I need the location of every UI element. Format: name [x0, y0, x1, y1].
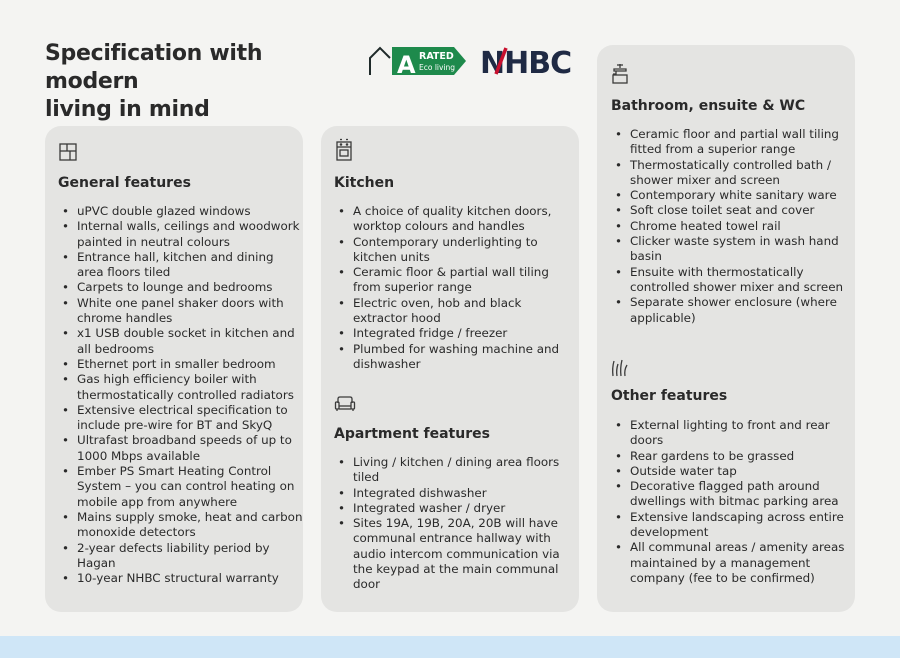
list-item: • 2-year defects liability period by Hagan — [77, 541, 303, 572]
list-item: • External lighting to front and rear doors — [630, 418, 856, 449]
grass-icon — [610, 358, 630, 378]
bathroom-list — [611, 127, 856, 326]
list-item: • Contemporary underlighting to kitchen units — [353, 235, 579, 266]
list-item: • Gas high efficiency boiler with thermostatically controlled radiators — [77, 372, 303, 403]
bottom-band — [0, 636, 900, 658]
list-item: • Internal walls, ceilings and woodwork painted in neutral colours — [77, 219, 303, 250]
nhbc-logo — [480, 44, 580, 78]
list-item: • Electric oven, hob and black extractor hood — [353, 296, 579, 327]
general-features-heading: General features — [58, 175, 191, 191]
other-features-list — [611, 418, 856, 586]
list-item: • Entrance hall, kitchen and dining area floors tiled — [77, 250, 303, 281]
page-title-line-1: Specification with modern — [45, 41, 263, 94]
list-item: • Outside water tap — [630, 464, 856, 479]
floor-plan-icon — [58, 142, 78, 162]
kitchen-heading: Kitchen — [334, 175, 395, 191]
list-item: • Ethernet port in smaller bedroom — [77, 357, 303, 372]
other-features-heading: Other features — [611, 388, 728, 404]
list-item: • A choice of quality kitchen doors, worktop colours and handles — [353, 204, 579, 235]
list-item: • Chrome heated towel rail — [630, 219, 856, 234]
list-item: • Sites 19A, 19B, 20A, 20B will have communal entrance hallway with audio intercom communication via the keypad at the main communal door — [353, 516, 579, 592]
bathroom-heading: Bathroom, ensuite & WC — [611, 98, 806, 114]
list-item: • uPVC double glazed windows — [77, 204, 303, 219]
list-item: • Integrated dishwasher — [353, 486, 579, 501]
tap-icon — [610, 63, 630, 83]
list-item: • Integrated fridge / freezer — [353, 326, 579, 341]
apartment-features-heading: Apartment features — [334, 426, 490, 442]
list-item: • Ceramic floor & partial wall tiling from superior range — [353, 265, 579, 296]
list-item: • x1 USB double socket in kitchen and all bedrooms — [77, 326, 303, 357]
list-item: • 10-year NHBC structural warranty — [77, 571, 303, 586]
a-rated-bottom-text: Eco living — [419, 63, 456, 72]
list-item: • Contemporary white sanitary ware — [630, 188, 856, 203]
list-item: • Extensive landscaping across entire development — [630, 510, 856, 541]
a-rated-letter: A — [397, 51, 416, 78]
list-item: • Carpets to lounge and bedrooms — [77, 280, 303, 295]
list-item: • All communal areas / amenity areas maintained by a management company (fee to be confirmed) — [630, 540, 856, 586]
list-item: • Separate shower enclosure (where applicable) — [630, 295, 856, 326]
list-item: • Ember PS Smart Heating Control System – you can control heating on mobile app from anywhere — [77, 464, 303, 510]
list-item: • Ultrafast broadband speeds of up to 1000 Mbps available — [77, 433, 303, 464]
a-rated-top-text: RATED — [419, 51, 454, 62]
bathroom-card — [597, 45, 855, 612]
list-item: • Ensuite with thermostatically controlled shower mixer and screen — [630, 265, 856, 296]
list-item: • Mains supply smoke, heat and carbon monoxide detectors — [77, 510, 303, 541]
kitchen-list — [334, 204, 579, 372]
sofa-icon — [334, 394, 354, 414]
nhbc-logo-text: NHBC — [480, 46, 572, 78]
page-title-line-2: living in mind — [45, 97, 210, 122]
list-item: • Soft close toilet seat and cover — [630, 203, 856, 218]
apartment-features-list — [334, 455, 579, 593]
list-item: • White one panel shaker doors with chrome handles — [77, 296, 303, 327]
list-item: • Plumbed for washing machine and dishwasher — [353, 342, 579, 373]
a-rated-eco-living-logo — [368, 44, 468, 78]
list-item: • Living / kitchen / dining area floors tiled — [353, 455, 579, 486]
kitchen-card — [321, 126, 579, 612]
list-item: • Integrated washer / dryer — [353, 501, 579, 516]
list-item: • Clicker waste system in wash hand basin — [630, 234, 856, 265]
list-item: • Extensive electrical specification to include pre-wire for BT and SkyQ — [77, 403, 303, 434]
list-item: • Rear gardens to be grassed — [630, 449, 856, 464]
page-title — [45, 40, 345, 124]
oven-icon — [334, 138, 354, 158]
general-features-list — [58, 204, 303, 586]
list-item: • Ceramic floor and partial wall tiling fitted from a superior range — [630, 127, 856, 158]
general-features-card — [45, 126, 303, 612]
list-item: • Thermostatically controlled bath / shower mixer and screen — [630, 158, 856, 189]
list-item: • Decorative flagged path around dwellings with bitmac parking area — [630, 479, 856, 510]
